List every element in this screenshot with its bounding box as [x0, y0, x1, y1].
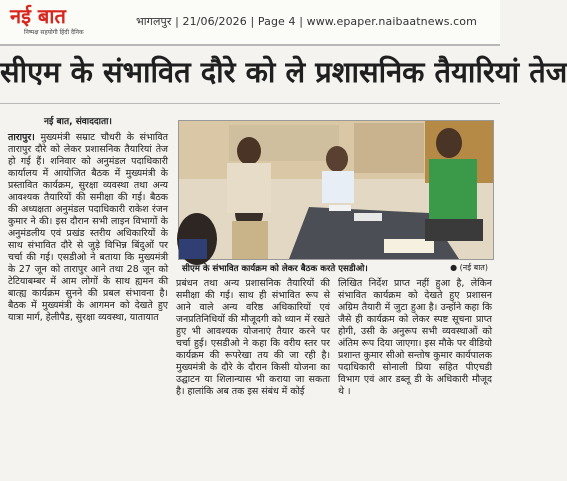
- logo-text: नई बात: [10, 4, 66, 28]
- article-photo[interactable]: [178, 120, 494, 260]
- logo-tagline: निष्पक्ष सहयोगी हिंदी दैनिक: [24, 29, 84, 36]
- meeting-photo-illustration: [179, 121, 493, 259]
- article-column-1: [8, 132, 168, 472]
- article-byline: नई बात, संवाददाता।: [44, 117, 112, 127]
- photo-caption: सीएम के संभावित कार्यक्रम को लेकर बैठक करते एसडीओ।: [182, 264, 368, 274]
- headline-divider: [0, 103, 500, 104]
- column-1-text: मुख्यमंत्री सम्राट चौधरी के संभावित तारापुर दौरे को लेकर प्रशासनिक तैयारियां तेज हो गई हैं। शनिवार को अनुमंडल पदाधिकारी कार्यालय में आयोजित बैठक में मुख्यमंत्री के प्रस्तावित कार्यक्रम, सुरक्षा व्यवस्था तथा अन्य आवश्यक तैयारियों की समीक्षा की गई। बैठक की अध्यक्षता अनुमंडल पदाधिकारी राकेश रंजन कुमार ने की। इस दौरान सभी लाइन विभागों के अनुमंडलीय एवं प्रखंड स्तरीय अधिकारियों के साथ संभावित दौरे से जुड़े विभिन्न बिंदुओं पर चर्चा की गई। एसडीओ ने बताया कि मुख्यमंत्री के 27 जून को तारापुर आने तथा 28 जून को टेटियाबम्बर में आम लोगों के साथ ह्यमन की बात्ह्य कार्यक्रम सुनने की प्रबल संभावना है। बैठक में मुख्यमंत्री के आगमन को देखते हुए यात्रा मार्ग, हेलीपैड, सुरक्षा व्यवस्था, यातायात: [8, 132, 168, 323]
- article-column-3: लिखित निर्देश प्राप्त नहीं हुआ है, लेकिन संभावित कार्यक्रम को देखते हुए प्रशासन अग्रिम तैयारी में जुटा हुआ है। उन्होंने कहा कि जैसे ही कार्यक्रम को लेकर स्पष्ट सूचना प्राप्त होगी, उसी के अनुरूप सभी व्यवस्थाओं को अंतिम रूप दिया जाएगा। इस मौके पर वीडियो प्रशान्त कुमार सीओ सन्तोष कुमार कार्यपालक पदाधिकारी सोनाली प्रिया सहित पीएचडी विभाग एवं आर डब्लू डी के अधिकारी मौजूद थे ।: [338, 278, 492, 397]
- article-headline: सीएम के संभावित दौरे को ले प्रशासनिक तैयारियां तेज: [0, 55, 567, 89]
- photo-caption-bar: [178, 261, 492, 275]
- photo-credit: ● (नई बात): [450, 263, 488, 272]
- newspaper-logo[interactable]: [10, 4, 122, 38]
- edition-meta-line: भागलपुर | 21/06/2026 | Page 4 | www.epaper.naibaatnews.com: [136, 15, 477, 28]
- article-column-2: प्रबंधन तथा अन्य प्रशासनिक तैयारियों की समीक्षा की गई। साथ ही संभावित रूप से आने वाले अन्य वरिष्ठ अधिकारियों एवं जनप्रतिनिधियों की मौजूदगी को ध्यान में रखते हुए भी आवश्यक योजनाएं तैयार करने पर चर्चा हुई। एसडीओ ने कहा कि वरीय स्तर पर कार्यक्रम की रूपरेखा तय की जा रही है। मुख्यमंत्री के दौरे के दौरान किसी योजना का उद्घाटन या शिलान्यास भी कराया जा सकता है। हालांकि अब तक इस संबंध में कोई: [176, 278, 330, 397]
- dateline: तारापुर।: [8, 132, 35, 143]
- masthead: [0, 0, 500, 46]
